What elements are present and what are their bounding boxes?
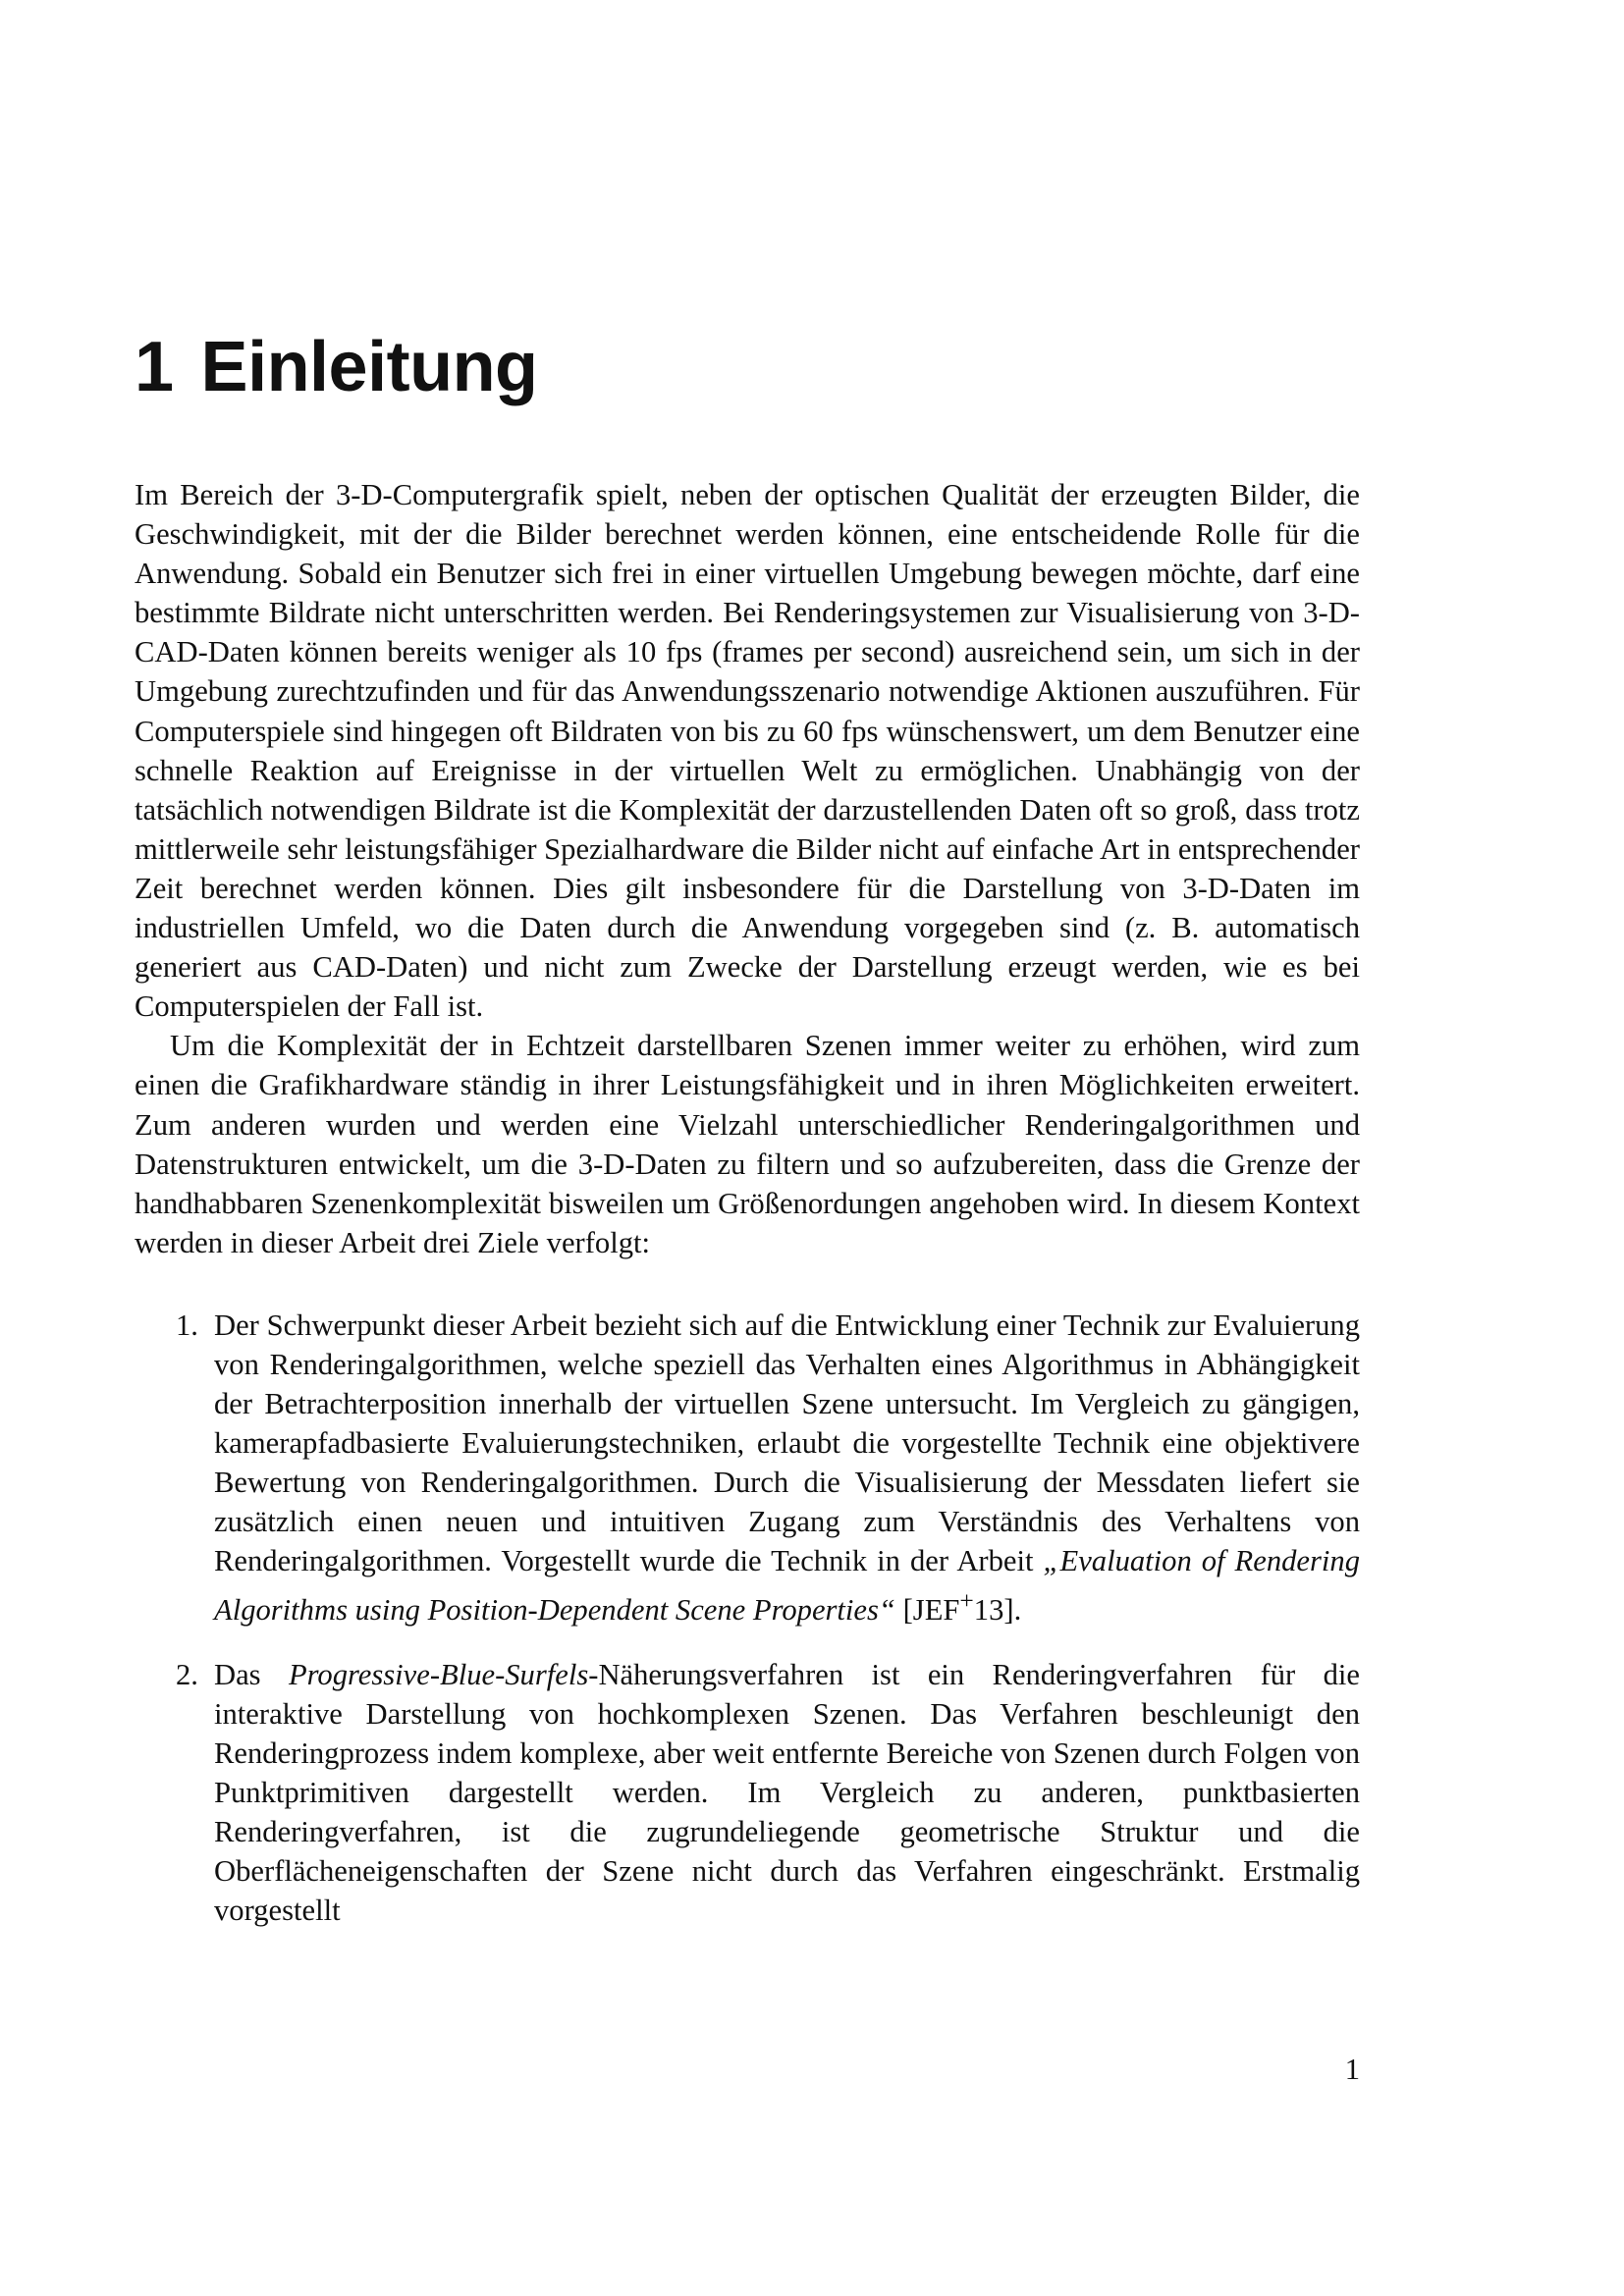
list-item-body: Der Schwerpunkt dieser Arbeit bezieht sich auf die Entwicklung einer Technik zur Evaluierung von Renderingalgorithmen, welche speziell das Verhalten eines Algorithmus in Abhängigkeit der Betrachterposition innerhalb der virtuellen Szene untersucht. Im Vergleich zu gängigen, kamerapfadbasierte Evaluierungstechniken, erlaubt die vorgestellte Technik eine objektivere Bewertung von Renderingalgorithmen. Durch die Visualisierung der Messdaten liefert sie zusätzlich einen neuen und intuitiven Zugang zum Verständnis des Verhaltens von Renderingalgorithmen. Vorgestellt wurde die Technik in der Arbeit — [214, 1308, 1360, 1578]
paragraph: Um die Komplexität der in Echtzeit darstellbaren Szenen immer weiter zu erhöhen, wird zum einen die Grafikhardware ständig in ihrer Leistungsfähigkeit und in ihren Möglichkeiten erweitert. Zum anderen wurden und werden eine Vielzahl unterschiedlicher Renderingalgorithmen und Datenstrukturen entwickelt, um die 3-D-Daten zu filtern und so aufzubereiten, dass die Grenze der handhabbaren Szenenkomplexität bisweilen um Größenordungen angehoben wird. In diesem Kontext werden in dieser Arbeit drei Ziele verfolgt: — [135, 1029, 1360, 1259]
page-number: 1 — [1344, 2053, 1360, 2086]
list-item-lead: Das — [214, 1657, 289, 1691]
citation — [902, 1585, 1022, 1627]
list-item — [135, 1655, 1360, 1931]
list-item-text — [214, 1655, 1360, 1931]
list-item-marker: 2. — [176, 1657, 198, 1691]
citation-year: 13]. — [973, 1592, 1022, 1627]
chapter-title: Einleitung — [200, 328, 538, 406]
list-item-text — [214, 1306, 1360, 1629]
chapter-number: 1 — [135, 328, 174, 406]
method-name: Progressive-Blue-Surfels — [288, 1657, 589, 1691]
chapter-heading — [135, 328, 538, 406]
list-item-body: -Näherungsverfahren ist ein Renderingverfahren für die interaktive Darstellung von hochkomplexen Szenen. Das Verfahren beschleunigt den Renderingprozess indem komplexe, aber weit entfernte Bereiche von Szenen durch Folgen von Punktprimitiven dargestellt werden. Im Vergleich zu anderen, punktbasierten Renderingverfahren, ist die zugrundeliegende geometrische Struktur und die Oberflächeneigenschaften der Szene nicht durch das Verfahren eingeschränkt. Erstmalig vorgestellt — [214, 1657, 1360, 1928]
paper-title: „Evaluation of Rendering Algorithms using Position-Dependent Scene Properties“ — [214, 1544, 1360, 1627]
citation-key: [JEF — [902, 1592, 960, 1627]
paragraph: Im Bereich der 3-D-Computergrafik spielt, neben der optischen Qualität der erzeugten Bilder, die Geschwindigkeit, mit der die Bilder berechnet werden können, eine entscheidende Rolle für die Anwendung. Sobald ein Benutzer sich frei in einer virtuellen Umgebung bewegen möchte, darf eine bestimmte Bildrate nicht unterschritten werden. Bei Renderingsystemen zur Visualisierung von 3-D-CAD-Daten können bereits weniger als 10 fps (frames per second) ausreichend sein, um sich in der Umgebung zurechtzufinden und für das Anwendungsszenario notwendige Aktionen auszuführen. Für Computerspiele sind hingegen oft Bildraten von bis zu 60 fps wünschenswert, um dem Benutzer eine schnelle Reaktion auf Ereignisse in der virtuellen Welt zu ermöglichen. Unabhängig von der tatsächlich notwendigen Bildrate ist die Komplexität der darzustellenden Daten oft so groß, dass trotz mittlerweile sehr leistungsfähiger Spezialhardware die Bilder nicht auf einfache Art in entsprechender Zeit berechnet werden können. Dies gilt insbesondere für die Darstellung von 3-D-Daten im industriellen Umfeld, wo die Daten durch die Anwendung vorgegeben sind (z. B. automatisch generiert aus CAD-Daten) und nicht zum Zwecke der Darstellung erzeugt werden, wie es bei Computerspielen der Fall ist. — [135, 478, 1360, 1024]
body-text — [135, 475, 1360, 1955]
list-item — [135, 1306, 1360, 1629]
citation-superscript: + — [959, 1585, 974, 1615]
goals-list — [135, 1306, 1360, 1931]
list-item-marker: 1. — [176, 1308, 198, 1342]
